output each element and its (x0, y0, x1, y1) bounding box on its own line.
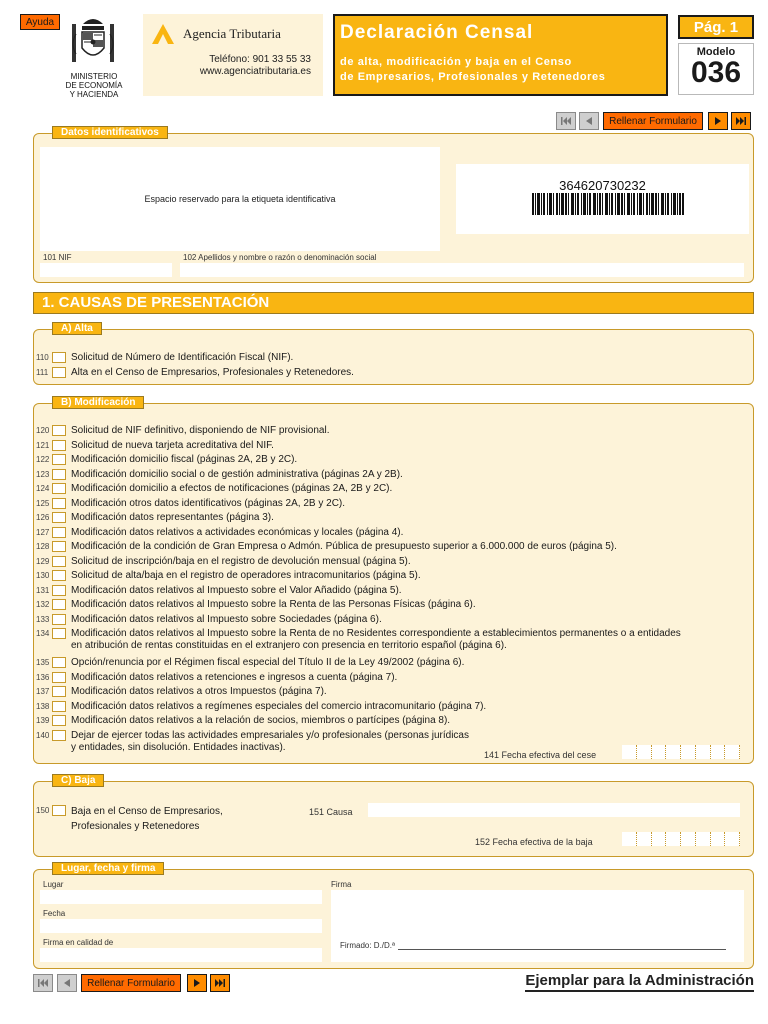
item-number: 123 (36, 469, 50, 479)
item-text: Modificación domicilio fiscal (páginas 2A, 2B y 2C). (71, 454, 298, 465)
checkbox-row (36, 512, 274, 526)
barcode-icon (532, 193, 684, 215)
item-text-wrap (71, 570, 421, 582)
item-text-wrap (71, 425, 329, 437)
help-button[interactable]: Ayuda (20, 14, 60, 30)
item-checkbox[interactable] (52, 483, 66, 494)
ministry-line3: Y HACIENDA (69, 90, 119, 99)
item-text: Solicitud de alta/baja en el registro de operadores intracomunitarios (página 5). (71, 570, 421, 581)
checkbox-row (36, 599, 476, 613)
copy-for-administration: Ejemplar para la Administración (525, 972, 754, 992)
item-text-wrap (71, 440, 274, 452)
item-text-wrap (71, 367, 354, 379)
item-text-wrap (71, 512, 274, 524)
last-page-icon (215, 979, 225, 987)
previous-page-icon (64, 979, 70, 987)
next-page-icon (715, 117, 721, 125)
item-text-wrap (71, 628, 681, 652)
bottom-last-page-button[interactable] (210, 974, 230, 992)
removal-date-field[interactable] (622, 832, 740, 846)
first-page-icon (561, 117, 571, 125)
alta-tag: A) Alta (52, 322, 102, 335)
section-1-title: 1. CAUSAS DE PRESENTACIÓN (33, 292, 754, 314)
item-number: 124 (36, 484, 50, 493)
form-subtitle-line2: de Empresarios, Profesionales y Retenedores (340, 71, 606, 83)
item-text-wrap (71, 556, 411, 568)
item-text-wrap (71, 483, 392, 495)
cease-date-field[interactable] (622, 745, 740, 759)
first-page-icon (38, 979, 48, 987)
item-checkbox[interactable] (52, 440, 66, 451)
item-checkbox[interactable] (52, 367, 66, 378)
cause-label: 151 Causa (309, 807, 353, 817)
checkbox-row (36, 541, 617, 555)
item-checkbox[interactable] (52, 614, 66, 625)
previous-page-icon (586, 117, 592, 125)
item-text-wrap (71, 686, 327, 698)
item-text: Modificación otros datos identificativos (páginas 2A, 2B y 2C). (71, 497, 346, 509)
ministry-line2: DE ECONOMÍA (65, 81, 123, 90)
baja-text-line2: Profesionales y Retenedores (71, 821, 200, 832)
item-number: 122 (36, 455, 50, 464)
item-checkbox[interactable] (52, 556, 66, 567)
item-number: 133 (36, 614, 50, 624)
item-checkbox[interactable] (52, 599, 66, 610)
item-number: 111 (36, 367, 49, 377)
item-number: 134 (36, 629, 50, 638)
item-number: 130 (36, 571, 50, 580)
ministry-line1: MINISTERIO (70, 72, 118, 81)
baja-text-line1: Baja en el Censo de Empresarios, (71, 806, 223, 817)
item-text: Modificación domicilio a efectos de notificaciones (páginas 2A, 2B y 2C). (71, 483, 393, 494)
checkbox-row (36, 715, 450, 729)
checkbox-row (36, 585, 402, 599)
item-text: Alta en el Censo de Empresarios, Profesionales y Retenedores. (71, 366, 354, 378)
checkbox-row (36, 556, 411, 570)
item-text-continued: en atribución de rentas constituidas en el extranjero con presencia en territorio español (página 6). (71, 640, 507, 651)
baja-checkbox[interactable] (52, 805, 66, 816)
item-text: Solicitud de NIF definitivo, disponiendo de NIF provisional. (71, 425, 330, 436)
model-number: 036 (690, 56, 742, 89)
checkbox-row (36, 425, 329, 439)
item-text: Modificación datos relativos a retenciones e ingresos a cuenta (página 7). (71, 671, 398, 683)
checkbox-row (36, 498, 345, 512)
item-text: Modificación datos relativos a actividades económicas y locales (página 4). (71, 526, 404, 538)
item-checkbox[interactable] (52, 469, 66, 480)
bottom-fill-form-button[interactable]: Rellenar Formulario (81, 974, 181, 992)
item-text-wrap (71, 599, 476, 611)
signature-tag: Lugar, fecha y firma (52, 862, 164, 875)
barcode-area (456, 164, 749, 234)
item-text: Modificación domicilio social o de gestión administrativa (páginas 2A y 2B). (71, 468, 403, 480)
form-title-block (333, 14, 668, 96)
fill-form-button[interactable]: Rellenar Formulario (603, 112, 703, 130)
form-subtitle-line1: de alta, modificación y baja en el Censo (340, 56, 572, 68)
baja-item-number: 150 (36, 806, 50, 815)
checkbox-row (36, 729, 469, 753)
item-number: 135 (36, 658, 50, 667)
item-checkbox[interactable] (52, 657, 66, 668)
cause-field[interactable] (368, 803, 740, 817)
item-checkbox[interactable] (52, 454, 66, 465)
checkbox-row (36, 628, 681, 651)
item-text-wrap (71, 454, 297, 466)
agency-block (143, 14, 323, 96)
first-page-button[interactable] (556, 112, 576, 130)
item-text: Solicitud de nueva tarjeta acreditativa del NIF. (71, 439, 274, 451)
signing-capacity-field[interactable] (40, 948, 322, 962)
checkbox-row (36, 454, 297, 468)
removal-date-label: 152 Fecha efectiva de la baja (475, 837, 593, 847)
item-checkbox[interactable] (52, 425, 66, 436)
item-text: Modificación de la condición de Gran Empresa o Admón. Pública de presupuesto superior a 6.000.000 de euros (página 5). (71, 541, 617, 552)
item-text: Solicitud de inscripción/baja en el registro de devolución mensual (página 5). (71, 555, 411, 567)
agency-phone: Teléfono: 901 33 55 33 (209, 54, 311, 65)
item-checkbox[interactable] (52, 512, 66, 523)
coat-of-arms-icon (66, 14, 120, 70)
checkbox-row (36, 672, 397, 686)
checkbox-row (36, 527, 403, 541)
baja-tag: C) Baja (52, 774, 104, 787)
item-number: 139 (36, 716, 50, 725)
item-text-wrap (71, 657, 464, 669)
date-label: Fecha (43, 909, 66, 918)
item-number: 127 (36, 527, 50, 537)
place-field[interactable] (40, 890, 322, 904)
checkbox-row (36, 483, 392, 497)
checkbox-row (36, 469, 403, 483)
item-number: 132 (36, 600, 50, 609)
item-number: 110 (36, 353, 49, 362)
name-label: 102 Apellidos y nombre o razón o denominación social (183, 253, 377, 262)
item-checkbox[interactable] (52, 686, 66, 697)
item-checkbox[interactable] (52, 541, 66, 552)
place-label: Lugar (43, 880, 64, 889)
cease-date-label: 141 Fecha efectiva del cese (484, 750, 597, 760)
model-box (678, 43, 754, 95)
item-text-wrap (71, 715, 450, 727)
signature-label: Firma (331, 880, 352, 889)
nif-field[interactable] (40, 263, 172, 277)
last-page-icon (736, 117, 746, 125)
item-text-wrap (71, 469, 403, 481)
item-text: Modificación datos relativos al Impuesto sobre la Renta de no Residentes correspondiente a establecimientos permanentes o a entidades (71, 628, 681, 639)
signing-capacity-label: Firma en calidad de (43, 938, 114, 947)
item-number: 121 (36, 440, 50, 450)
item-checkbox[interactable] (52, 527, 66, 538)
item-text: Modificación datos relativos a la relación de socios, miembros o partícipes (página 8). (71, 715, 451, 726)
modification-tag: B) Modificación (52, 396, 144, 409)
item-text-wrap (71, 701, 486, 713)
bottom-previous-page-button[interactable] (57, 974, 77, 992)
item-checkbox[interactable] (52, 730, 66, 741)
item-number: 125 (36, 498, 50, 508)
bottom-first-page-button[interactable] (33, 974, 53, 992)
item-text-wrap (71, 672, 397, 684)
item-checkbox[interactable] (52, 628, 66, 639)
item-text: Solicitud de Número de Identificación Fiscal (NIF). (71, 352, 294, 363)
item-text-wrap (71, 614, 382, 626)
checkbox-row (36, 440, 274, 454)
label-reserved-space: Espacio reservado para la etiqueta identificativa (40, 147, 440, 251)
next-page-icon (194, 979, 200, 987)
date-field[interactable] (40, 919, 322, 933)
signed-by-label: Firmado: D./D.ª (340, 941, 395, 950)
agency-name: Agencia Tributaria (183, 26, 281, 41)
item-text-wrap (71, 527, 403, 539)
item-number: 128 (36, 542, 50, 551)
item-text-wrap (71, 585, 402, 597)
page-number: Pág. 1 (678, 15, 754, 39)
checkbox-row (36, 614, 382, 628)
item-number: 129 (36, 556, 50, 566)
item-number: 120 (36, 426, 50, 435)
item-text-wrap (71, 498, 345, 510)
item-text: Dejar de ejercer todas las actividades empresariales y/o profesionales (personas jurídicas (71, 729, 469, 741)
item-checkbox[interactable] (52, 672, 66, 683)
name-field[interactable] (180, 263, 744, 277)
model-label: Modelo (696, 46, 736, 58)
checkbox-row (36, 367, 354, 381)
signature-line (398, 949, 726, 950)
form-title: Declaración Censal (340, 22, 534, 43)
item-checkbox[interactable] (52, 570, 66, 581)
agency-website: www.agenciatributaria.es (199, 66, 311, 77)
item-text: Modificación datos relativos al Impuesto sobre la Renta de las Personas Físicas (página 6). (71, 599, 476, 610)
checkbox-row (36, 686, 327, 700)
item-text: Modificación datos representantes (página 3). (71, 512, 274, 523)
barcode-number: 364620730232 (559, 178, 646, 193)
item-text: Modificación datos relativos al Impuesto sobre el Valor Añadido (página 5). (71, 584, 402, 596)
item-checkbox[interactable] (52, 715, 66, 726)
item-number: 137 (36, 687, 50, 696)
item-number: 136 (36, 672, 50, 682)
item-text: Modificación datos relativos a regímenes especiales del comercio intracomunitario (página 7). (71, 700, 487, 712)
item-number: 131 (36, 585, 50, 595)
last-page-button[interactable] (731, 112, 751, 130)
item-checkbox[interactable] (52, 585, 66, 596)
item-number: 126 (36, 513, 50, 522)
ministry-name (52, 72, 136, 99)
item-text-wrap (71, 730, 469, 754)
identification-tag: Datos identificativos (52, 126, 168, 139)
item-text-wrap (71, 352, 293, 364)
item-number: 140 (36, 730, 50, 740)
item-text-continued: y entidades, sin disolución. Entidades inactivas). (71, 741, 286, 753)
item-text: Modificación datos relativos a otros Impuestos (página 7). (71, 686, 327, 697)
nif-label: 101 NIF (43, 253, 72, 262)
item-checkbox[interactable] (52, 352, 66, 363)
item-checkbox[interactable] (52, 701, 66, 712)
previous-page-button[interactable] (579, 112, 599, 130)
checkbox-row (36, 701, 486, 715)
item-text-wrap (71, 541, 617, 553)
bottom-next-page-button[interactable] (187, 974, 207, 992)
item-text: Opción/renuncia por el Régimen fiscal especial del Título II de la Ley 49/2002 (página 6). (71, 657, 465, 668)
item-text: Modificación datos relativos al Impuesto sobre Sociedades (página 6). (71, 613, 382, 625)
checkbox-row (36, 352, 293, 366)
checkbox-row (36, 570, 421, 584)
item-checkbox[interactable] (52, 498, 66, 509)
item-number: 138 (36, 701, 50, 711)
agency-logo-icon (149, 22, 177, 46)
checkbox-row (36, 657, 464, 671)
signature-field[interactable] (331, 890, 744, 962)
next-page-button[interactable] (708, 112, 728, 130)
